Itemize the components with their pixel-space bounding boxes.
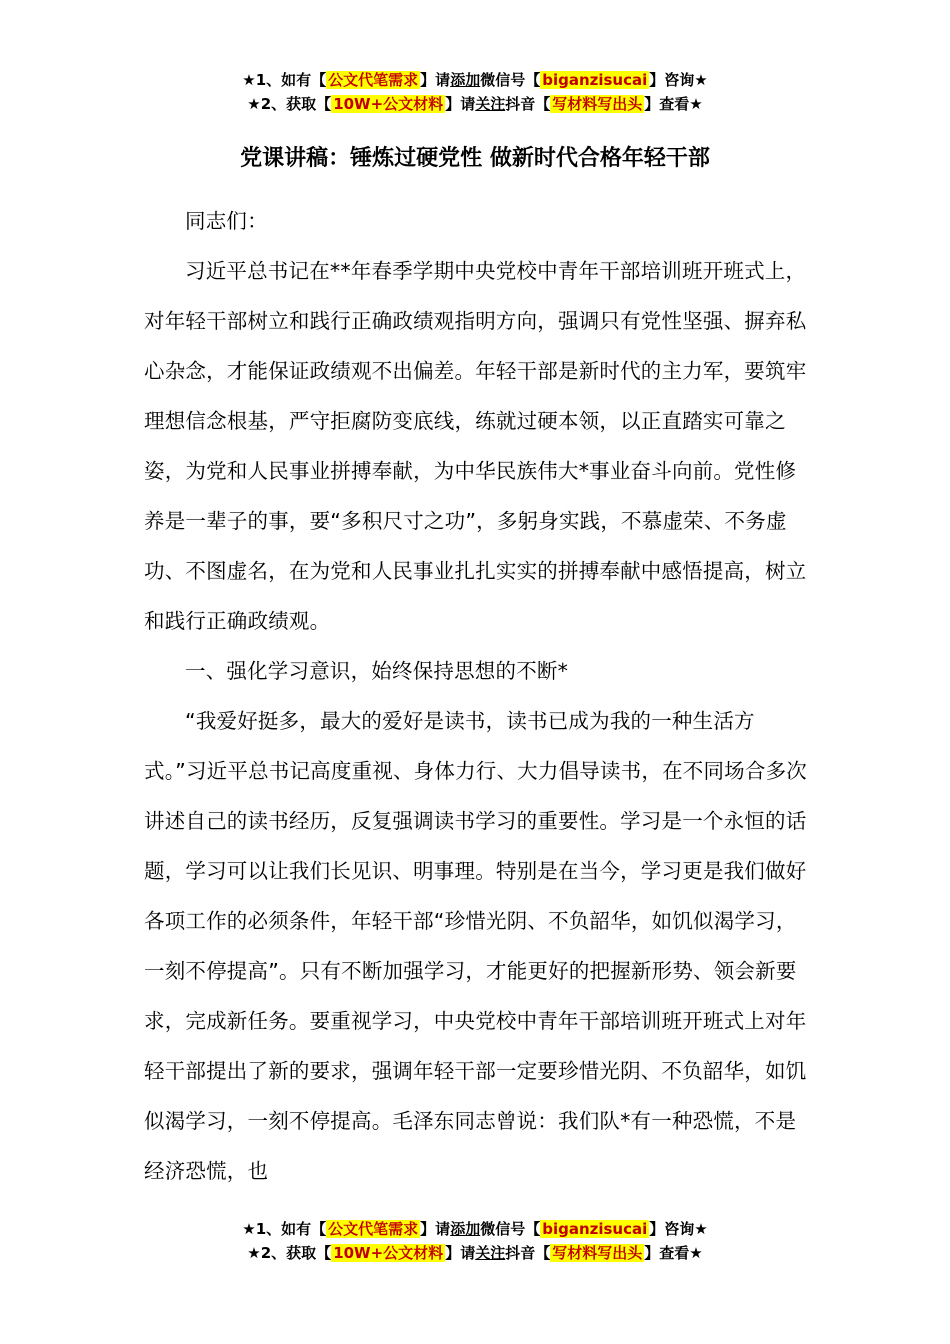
banner-text: 】请 <box>420 1220 451 1238</box>
banner-underline: 添加 <box>450 71 481 89</box>
banner-highlight: 10W+公文材料 <box>333 1244 444 1262</box>
banner-highlight: biganzisucai <box>542 1220 648 1238</box>
banner-text: ★1、如有【 <box>242 1220 327 1238</box>
document-body <box>144 196 809 1196</box>
body-paragraph: “我爱好挺多，最大的爱好是读书，读书已成为我的一种生活方式。”习近平总书记高度重视、身体力行、大力倡导读书，在不同场合多次讲述自己的读书经历，反复强调读书学习的重要性。学习是一个永恒的话题，学习可以让我们长见识、明事理。特别是在当今，学习更是我们做好各项工作的必须条件，年轻干部“珍惜光阴、不负韶华，如饥似渴学习，一刻不停提高”。只有不断加强学习，才能更好的把握新形势、领会新要求，完成新任务。要重视学习，中央党校中青年干部培训班开班式上对年轻干部提出了新的要求，强调年轻干部一定要珍惜光阴、不负韶华，如饥似渴学习，一刻不停提高。毛泽东同志曾说：我们队*有一种恐慌，不是经济恐慌，也 <box>144 709 807 1183</box>
banner-highlight: 公文代笔需求 <box>328 1220 419 1238</box>
document-title: 党课讲稿：锤炼过硬党性 做新时代合格年轻干部 <box>240 146 710 171</box>
banner-line-2 <box>0 92 950 116</box>
banner-text: ★2、获取【 <box>247 1244 332 1262</box>
banner-line-2 <box>0 1241 950 1265</box>
banner-text: 微信号【 <box>480 1220 541 1238</box>
banner-text: 抖音【 <box>505 1244 551 1262</box>
banner-highlight: 写材料写出头 <box>552 95 643 113</box>
banner-highlight: 公文代笔需求 <box>328 71 419 89</box>
body-paragraph: 习近平总书记在**年春季学期中央党校中青年干部培训班开班式上，对年轻干部树立和践行正确政绩观指明方向，强调只有党性坚强、摒弃私心杂念，才能保证政绩观不出偏差。年轻干部是新时代的主力军，要筑牢理想信念根基，严守拒腐防变底线，练就过硬本领，以正直踏实可靠之姿，为党和人民事业拼搏奉献，为中华民族伟大*事业奋斗向前。党性修养是一辈子的事，要“多积尺寸之功”，多躬身实践，不慕虚荣、不务虚功、不图虚名，在为党和人民事业扎扎实实的拼搏奉献中感悟提高，树立和践行正确政绩观。 <box>144 259 807 633</box>
banner-underline: 添加 <box>450 1220 481 1238</box>
section-heading: 一、强化学习意识，始终保持思想的不断* <box>185 659 569 683</box>
footer-banner <box>0 1217 950 1265</box>
banner-line-1 <box>0 1217 950 1241</box>
banner-underline: 关注 <box>475 95 506 113</box>
banner-line-1 <box>0 68 950 92</box>
banner-highlight: biganzisucai <box>542 71 648 89</box>
banner-text: 微信号【 <box>480 71 541 89</box>
banner-text: 】请 <box>445 1244 476 1262</box>
banner-highlight: 10W+公文材料 <box>333 95 444 113</box>
banner-text: 】请 <box>445 95 476 113</box>
greeting: 同志们： <box>185 209 268 233</box>
banner-text: 】查看★ <box>644 95 703 113</box>
banner-text: ★2、获取【 <box>247 95 332 113</box>
banner-text: 】查看★ <box>644 1244 703 1262</box>
banner-text: 】咨询★ <box>649 1220 708 1238</box>
banner-text: 】咨询★ <box>649 71 708 89</box>
header-banner <box>0 68 950 116</box>
banner-text: 抖音【 <box>505 95 551 113</box>
banner-underline: 关注 <box>475 1244 506 1262</box>
banner-text: 】请 <box>420 71 451 89</box>
banner-highlight: 写材料写出头 <box>552 1244 643 1262</box>
banner-text: ★1、如有【 <box>242 71 327 89</box>
